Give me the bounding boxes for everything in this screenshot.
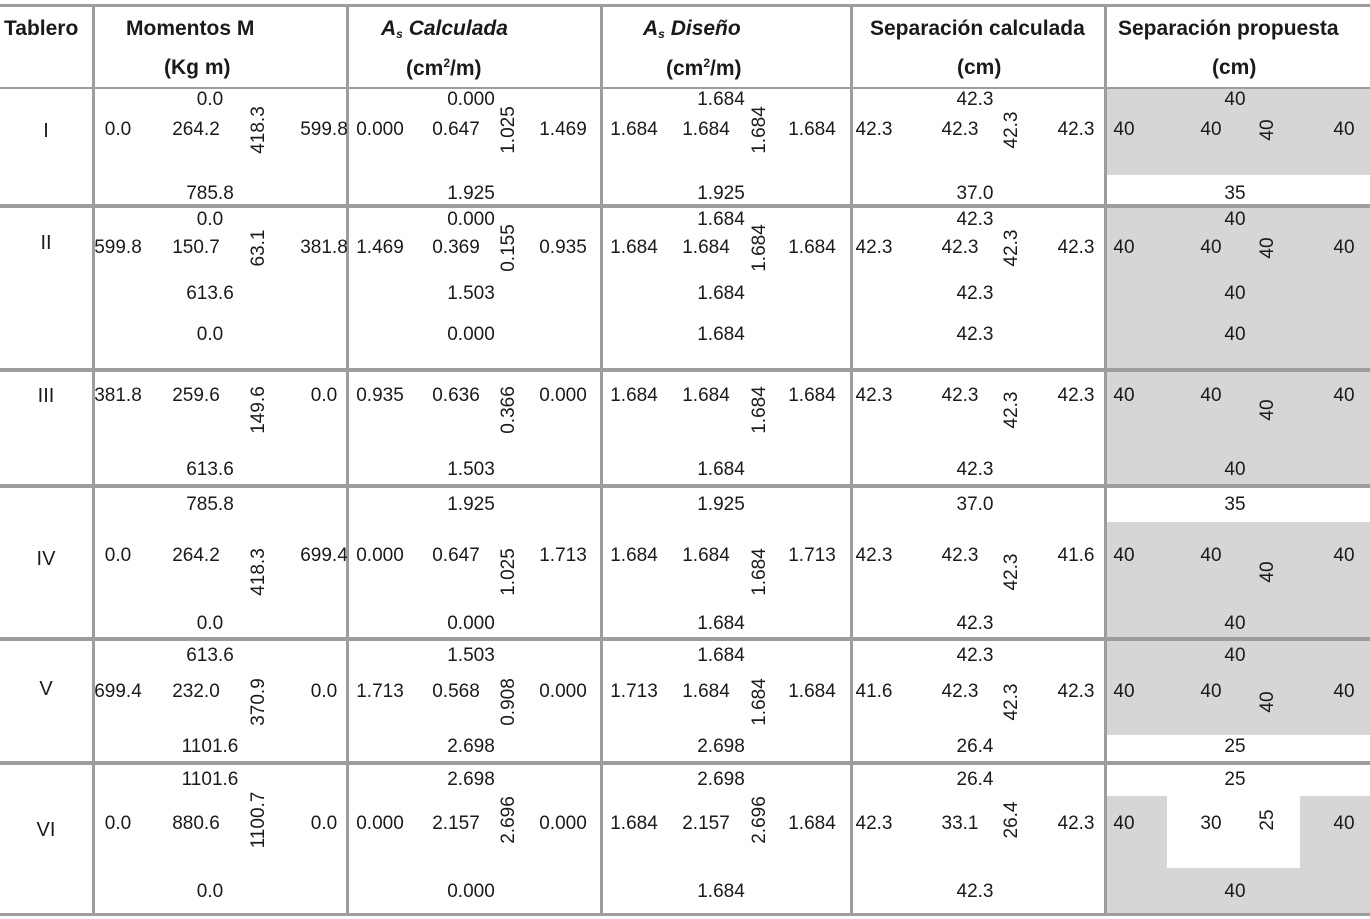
asd-bottom-value: 1.684 <box>697 881 745 902</box>
asd-center-value: 1.684 <box>682 545 730 566</box>
asc-bottom-value: 1.503 <box>447 459 495 480</box>
sepp-center-value: 40 <box>1200 545 1222 566</box>
sepp-rotated-value: 40 <box>1257 119 1278 141</box>
asc-rotated-value: 0.366 <box>498 386 519 434</box>
asc-rotated-value: 0.908 <box>498 678 519 726</box>
sepc-rotated-value: 42.3 <box>1001 553 1022 591</box>
asc-left-value: 0.000 <box>356 545 404 566</box>
sepp-rotated-value: 40 <box>1257 399 1278 421</box>
asc-bottom-value: 2.698 <box>447 736 495 757</box>
asd-right-value: 1.684 <box>788 813 836 834</box>
asd-left-value: 1.684 <box>610 119 658 140</box>
column-separator <box>346 4 349 916</box>
header-separacion-propuesta: Separación propuesta <box>1118 17 1339 40</box>
sepc-top-value: 26.4 <box>956 769 994 790</box>
asd-rotated-value: 1.684 <box>749 678 770 726</box>
mom-left-value: 0.0 <box>104 545 132 566</box>
mom-left-value: 0.0 <box>104 119 132 140</box>
asd-bottom-value: 1.684 <box>697 613 745 634</box>
asc-bottom-value: 1.503 <box>447 283 495 304</box>
sepc-right-value: 42.3 <box>1057 237 1095 258</box>
sepc-left-value: 42.3 <box>855 545 893 566</box>
asd-center-value: 2.157 <box>682 813 730 834</box>
asd-center-value: 1.684 <box>682 681 730 702</box>
sepp-rotated-value: 40 <box>1257 237 1278 259</box>
mom-right-value: 0.0 <box>310 813 338 834</box>
asc-left-value: 0.000 <box>356 119 404 140</box>
mom-center-value: 880.6 <box>172 813 220 834</box>
asc-center-value: 0.636 <box>432 385 480 406</box>
asd-left-value: 1.684 <box>610 545 658 566</box>
mom-top-value: 613.6 <box>186 645 234 666</box>
mom-rotated-value: 1100.7 <box>248 791 269 849</box>
sepp-right-value: 40 <box>1333 813 1355 834</box>
mom-top-value: 0.0 <box>196 89 224 110</box>
asd-top-value: 2.698 <box>697 769 745 790</box>
mom-center-value: 264.2 <box>172 119 220 140</box>
asd-extra-value: 1.684 <box>697 324 745 345</box>
sepc-rotated-value: 42.3 <box>1001 683 1022 721</box>
sepp-top-value: 25 <box>1224 769 1246 790</box>
asc-right-value: 0.935 <box>539 237 587 258</box>
asd-right-value: 1.684 <box>788 385 836 406</box>
sepp-bottom-value: 40 <box>1224 283 1246 304</box>
asd-top-value: 1.684 <box>697 645 745 666</box>
sepc-right-value: 41.6 <box>1057 545 1095 566</box>
mom-extra-value: 0.0 <box>196 324 224 345</box>
sepp-center-value: 40 <box>1200 385 1222 406</box>
asd-left-value: 1.684 <box>610 237 658 258</box>
sepc-rotated-value: 42.3 <box>1001 229 1022 267</box>
sepc-center-value: 42.3 <box>941 545 979 566</box>
asd-left-value: 1.713 <box>610 681 658 702</box>
sepc-rotated-value: 42.3 <box>1001 111 1022 149</box>
asd-right-value: 1.684 <box>788 119 836 140</box>
sepp-left-value: 40 <box>1113 237 1135 258</box>
column-separator <box>92 4 95 916</box>
sepc-rotated-value: 42.3 <box>1001 391 1022 429</box>
sepc-bottom-value: 37.0 <box>956 183 994 204</box>
sepp-left-value: 40 <box>1113 681 1135 702</box>
asd-rotated-value: 1.684 <box>749 106 770 154</box>
sepp-rotated-value: 25 <box>1257 809 1278 831</box>
asc-center-value: 0.647 <box>432 119 480 140</box>
asd-rotated-value: 1.684 <box>749 224 770 272</box>
asd-center-value: 1.684 <box>682 237 730 258</box>
mom-right-value: 0.0 <box>310 385 338 406</box>
asc-left-value: 1.713 <box>356 681 404 702</box>
asd-top-value: 1.925 <box>697 494 745 515</box>
bottom-rule <box>0 913 1370 916</box>
tablero-label: I <box>43 120 49 142</box>
sepc-right-value: 42.3 <box>1057 385 1095 406</box>
sepp-left-value: 40 <box>1113 385 1135 406</box>
mom-rotated-value: 63.1 <box>248 229 269 267</box>
tablero-label: III <box>37 385 55 407</box>
sepp-top-value: 40 <box>1224 645 1246 666</box>
mom-bottom-value: 1101.6 <box>181 736 239 757</box>
sepp-bottom-value: 40 <box>1224 459 1246 480</box>
asc-top-value: 0.000 <box>447 89 495 110</box>
sepp-bottom-value: 40 <box>1224 881 1246 902</box>
mom-left-value: 381.8 <box>94 385 142 406</box>
sepc-left-value: 41.6 <box>855 681 893 702</box>
sepc-center-value: 42.3 <box>941 681 979 702</box>
mom-center-value: 264.2 <box>172 545 220 566</box>
mom-right-value: 599.8 <box>300 119 348 140</box>
mom-top-value: 1101.6 <box>181 769 239 790</box>
mom-bottom-value: 0.0 <box>196 613 224 634</box>
sepp-bottom-value: 40 <box>1224 613 1246 634</box>
asd-center-value: 1.684 <box>682 385 730 406</box>
sepp-center-value: 30 <box>1200 813 1222 834</box>
asd-bottom-value: 1.684 <box>697 283 745 304</box>
sepc-top-value: 42.3 <box>956 645 994 666</box>
sepp-extra-value: 40 <box>1224 324 1246 345</box>
sepc-right-value: 42.3 <box>1057 681 1095 702</box>
sepp-left-value: 40 <box>1113 813 1135 834</box>
tablero-label: V <box>39 678 53 700</box>
asd-rotated-value: 1.684 <box>749 386 770 434</box>
sepc-extra-value: 42.3 <box>956 324 994 345</box>
sepp-top-value: 40 <box>1224 89 1246 110</box>
sepp-left-value: 40 <box>1113 119 1135 140</box>
top-rule <box>0 4 1370 7</box>
mom-right-value: 699.4 <box>300 545 348 566</box>
asd-right-value: 1.684 <box>788 237 836 258</box>
sepp-bottom-value: 35 <box>1224 183 1246 204</box>
sepc-top-value: 42.3 <box>956 89 994 110</box>
tablero-label: VI <box>36 819 56 841</box>
header-tablero: Tablero <box>4 17 79 40</box>
column-separator <box>850 4 853 916</box>
asc-right-value: 0.000 <box>539 681 587 702</box>
mom-center-value: 232.0 <box>172 681 220 702</box>
asd-rotated-value: 2.696 <box>749 796 770 844</box>
mom-rotated-value: 418.3 <box>248 548 269 596</box>
asd-right-value: 1.713 <box>788 545 836 566</box>
mom-right-value: 0.0 <box>310 681 338 702</box>
header-momentos: Momentos M <box>126 17 255 40</box>
mom-rotated-value: 418.3 <box>248 106 269 154</box>
sepc-left-value: 42.3 <box>855 813 893 834</box>
sepp-right-value: 40 <box>1333 119 1355 140</box>
column-separator <box>600 4 603 916</box>
mom-center-value: 259.6 <box>172 385 220 406</box>
asc-center-value: 0.568 <box>432 681 480 702</box>
mom-left-value: 0.0 <box>104 813 132 834</box>
mom-top-value: 0.0 <box>196 209 224 230</box>
asc-top-value: 2.698 <box>447 769 495 790</box>
mom-bottom-value: 0.0 <box>196 881 224 902</box>
asc-center-value: 2.157 <box>432 813 480 834</box>
header-as-calculada-unit: $(cm^2/m)$ <box>406 56 482 80</box>
asd-left-value: 1.684 <box>610 813 658 834</box>
header-as-calculada: $A_s$ Calculada <box>381 17 508 41</box>
asc-bottom-value: 0.000 <box>447 613 495 634</box>
asd-top-value: 1.684 <box>697 89 745 110</box>
mom-rotated-value: 370.9 <box>248 678 269 726</box>
sepp-right-value: 40 <box>1333 545 1355 566</box>
asd-bottom-value: 1.925 <box>697 183 745 204</box>
sepc-right-value: 42.3 <box>1057 813 1095 834</box>
header-separacion-calculada-unit: (cm) <box>957 56 1002 79</box>
sepp-rotated-value: 40 <box>1257 691 1278 713</box>
mom-center-value: 150.7 <box>172 237 220 258</box>
sepc-bottom-value: 42.3 <box>956 881 994 902</box>
asc-rotated-value: 2.696 <box>498 796 519 844</box>
header-separacion-calculada: Separación calculada <box>870 17 1085 40</box>
asd-left-value: 1.684 <box>610 385 658 406</box>
sepc-center-value: 42.3 <box>941 119 979 140</box>
asc-rotated-value: 1.025 <box>498 548 519 596</box>
mom-bottom-value: 613.6 <box>186 283 234 304</box>
tablero-label: II <box>40 232 52 254</box>
sepp-right-value: 40 <box>1333 385 1355 406</box>
sepc-center-value: 42.3 <box>941 385 979 406</box>
sepc-rotated-value: 26.4 <box>1001 801 1022 839</box>
mom-rotated-value: 149.6 <box>248 386 269 434</box>
tablero-label: IV <box>36 548 56 570</box>
asc-bottom-value: 1.925 <box>447 183 495 204</box>
sepp-rotated-value: 40 <box>1257 561 1278 583</box>
sepc-center-value: 42.3 <box>941 237 979 258</box>
sepp-right-value: 40 <box>1333 681 1355 702</box>
asc-rotated-value: 1.025 <box>498 106 519 154</box>
asc-left-value: 1.469 <box>356 237 404 258</box>
asc-left-value: 0.000 <box>356 813 404 834</box>
mom-bottom-value: 613.6 <box>186 459 234 480</box>
asc-right-value: 0.000 <box>539 385 587 406</box>
sepp-center-value: 40 <box>1200 237 1222 258</box>
asc-center-value: 0.369 <box>432 237 480 258</box>
sepc-bottom-value: 42.3 <box>956 459 994 480</box>
sepc-right-value: 42.3 <box>1057 119 1095 140</box>
asc-extra-value: 0.000 <box>447 324 495 345</box>
asc-top-value: 0.000 <box>447 209 495 230</box>
sepc-center-value: 33.1 <box>941 813 979 834</box>
row-separator <box>0 761 1370 765</box>
header-separacion-propuesta-unit: (cm) <box>1212 56 1257 79</box>
asc-right-value: 1.713 <box>539 545 587 566</box>
sepc-left-value: 42.3 <box>855 237 893 258</box>
asc-center-value: 0.647 <box>432 545 480 566</box>
asd-rotated-value: 1.684 <box>749 548 770 596</box>
sepc-bottom-value: 42.3 <box>956 613 994 634</box>
asc-right-value: 1.469 <box>539 119 587 140</box>
mom-left-value: 699.4 <box>94 681 142 702</box>
header-as-diseno-unit: $(cm^2/m)$ <box>666 56 742 80</box>
asd-center-value: 1.684 <box>682 119 730 140</box>
asd-bottom-value: 2.698 <box>697 736 745 757</box>
header-as-diseno: $A_s$ Diseño <box>643 17 741 41</box>
asd-bottom-value: 1.684 <box>697 459 745 480</box>
sepp-right-value: 40 <box>1333 237 1355 258</box>
row-separator <box>0 484 1370 488</box>
asc-top-value: 1.503 <box>447 645 495 666</box>
sepp-top-value: 40 <box>1224 209 1246 230</box>
mom-left-value: 599.8 <box>94 237 142 258</box>
asd-top-value: 1.684 <box>697 209 745 230</box>
sepc-left-value: 42.3 <box>855 385 893 406</box>
sepp-bottom-value: 25 <box>1224 736 1246 757</box>
sepc-left-value: 42.3 <box>855 119 893 140</box>
sepp-center-value: 40 <box>1200 681 1222 702</box>
asc-left-value: 0.935 <box>356 385 404 406</box>
mom-right-value: 381.8 <box>300 237 348 258</box>
asc-right-value: 0.000 <box>539 813 587 834</box>
header-momentos-unit: (Kg m) <box>164 56 231 79</box>
sepc-top-value: 37.0 <box>956 494 994 515</box>
asc-bottom-value: 0.000 <box>447 881 495 902</box>
mom-bottom-value: 785.8 <box>186 183 234 204</box>
sepc-bottom-value: 42.3 <box>956 283 994 304</box>
sepp-center-value: 40 <box>1200 119 1222 140</box>
sepp-top-value: 35 <box>1224 494 1246 515</box>
asc-top-value: 1.925 <box>447 494 495 515</box>
mom-top-value: 785.8 <box>186 494 234 515</box>
sepc-bottom-value: 26.4 <box>956 736 994 757</box>
asc-rotated-value: 0.155 <box>498 224 519 272</box>
sepc-top-value: 42.3 <box>956 209 994 230</box>
asd-right-value: 1.684 <box>788 681 836 702</box>
sepp-left-value: 40 <box>1113 545 1135 566</box>
